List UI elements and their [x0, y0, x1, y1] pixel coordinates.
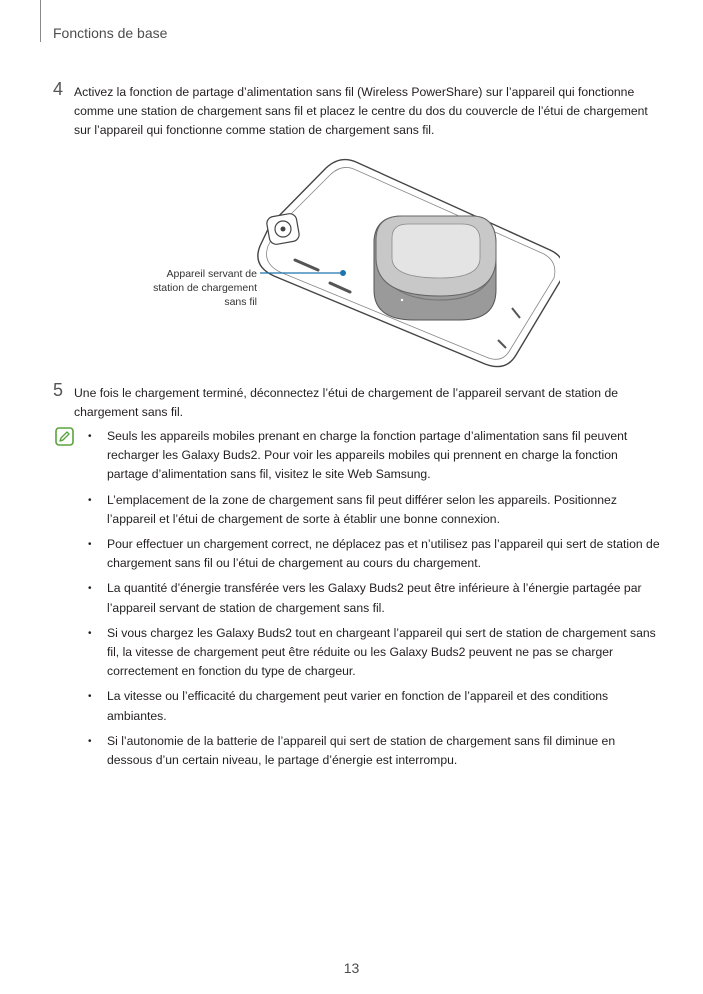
charging-illustration [140, 150, 560, 375]
list-item: • Si vous chargez les Galaxy Buds2 tout en chargeant l’appareil qui sert de station de chargement sans fil, la vitesse de chargement peut être réduite ou les Galaxy Buds2 peuvent ne pas se charger correctement en fonction du type de chargeur. [88, 625, 656, 679]
list-item: • La vitesse ou l’efficacité du chargement peut varier en fonction de l’appareil et des conditions ambiantes. [88, 689, 609, 723]
bullet-text: Seuls les appareils mobiles prenant en charge la fonction partage d’alimentation sans fil peuvent recharger les Galaxy Buds2. Pour voir les appareils mobiles qui prennent en charge la fonction partage d’alimentation sans fil, visitez le site Web Samsung. [107, 429, 628, 482]
header-rule [40, 0, 41, 42]
camera-module-icon [266, 213, 300, 246]
section-title: Fonctions de base [53, 25, 168, 41]
bullet-text: La vitesse ou l’efficacité du chargement peut varier en fonction de l’appareil et des conditions ambiantes. [107, 689, 609, 723]
step-text: Une fois le chargement terminé, déconnectez l’étui de chargement de l’appareil servant de station de chargement sans fil. [74, 386, 619, 419]
bullet-text: Pour effectuer un chargement correct, ne déplacez pas et n’utilisez pas l’appareil qui sert de station de chargement sans fil ou l’étui de chargement au cours du chargement. [107, 537, 660, 571]
list-item: • La quantité d’énergie transférée vers les Galaxy Buds2 peut être inférieure à l’énergie partagée par l’appareil servant de station de chargement sans fil. [88, 581, 642, 615]
step-number: 5 [53, 380, 64, 400]
bullet-text: Si vous chargez les Galaxy Buds2 tout en chargeant l’appareil qui sert de station de chargement sans fil, la vitesse de chargement peut être réduite ou les Galaxy Buds2 peuvent ne pas se charger correctement en fonction du type de chargeur. [107, 625, 656, 679]
step-number: 4 [53, 79, 64, 99]
list-item: • Si l’autonomie de la batterie de l’appareil qui sert de station de chargement sans fil diminue en dessous d’un certain niveau, le partage d’énergie est interrompu. [88, 733, 616, 768]
callout-label-line-1: Appareil servant de [166, 268, 257, 280]
list-item: • Seuls les appareils mobiles prenant en charge la fonction partage d’alimentation sans fil peuvent recharger les Galaxy Buds2. Pour voir les appareils mobiles qui prennent en charge la fonction partage d’alimentation sans fil, visitez le site Web Samsung. [88, 429, 628, 482]
charging-case [374, 216, 496, 320]
callout-dot [340, 270, 346, 276]
callout-label-line-2: station de chargement [153, 282, 257, 294]
list-item: • L’emplacement de la zone de chargement sans fil peut différer selon les appareils. Positionnez l’appareil et l’étui de chargement de sorte à établir une bonne connexion. [88, 492, 617, 526]
bullet-text: La quantité d’énergie transférée vers les Galaxy Buds2 peut être inférieure à l’énergie partagée par l’appareil servant de station de chargement sans fil. [107, 581, 642, 615]
list-item: • Pour effectuer un chargement correct, ne déplacez pas et n’utilisez pas l’appareil qui sert de station de chargement sans fil ou l’étui de chargement au cours du chargement. [88, 537, 660, 571]
callout-label-line-3: sans fil [224, 296, 257, 308]
note-pencil-icon [55, 427, 74, 446]
note-bullet-list [86, 427, 661, 776]
bullet-text: L’emplacement de la zone de chargement sans fil peut différer selon les appareils. Positionnez l’appareil et l’étui de chargement de sorte à établir une bonne connexion. [107, 492, 617, 526]
bullet-text: Si l’autonomie de la batterie de l’appareil qui sert de station de chargement sans fil diminue en dessous d’un certain niveau, le partage d’énergie est interrompu. [107, 733, 616, 768]
step-text: Activez la fonction de partage d’alimentation sans fil (Wireless PowerShare) sur l’appareil qui fonctionne comme une station de chargement sans fil et placez le centre du dos du couvercle de l’étui de chargement sur l’appareil qui fonctionne comme station de chargement sans fil. [74, 85, 648, 137]
page-number: 13 [343, 960, 360, 976]
